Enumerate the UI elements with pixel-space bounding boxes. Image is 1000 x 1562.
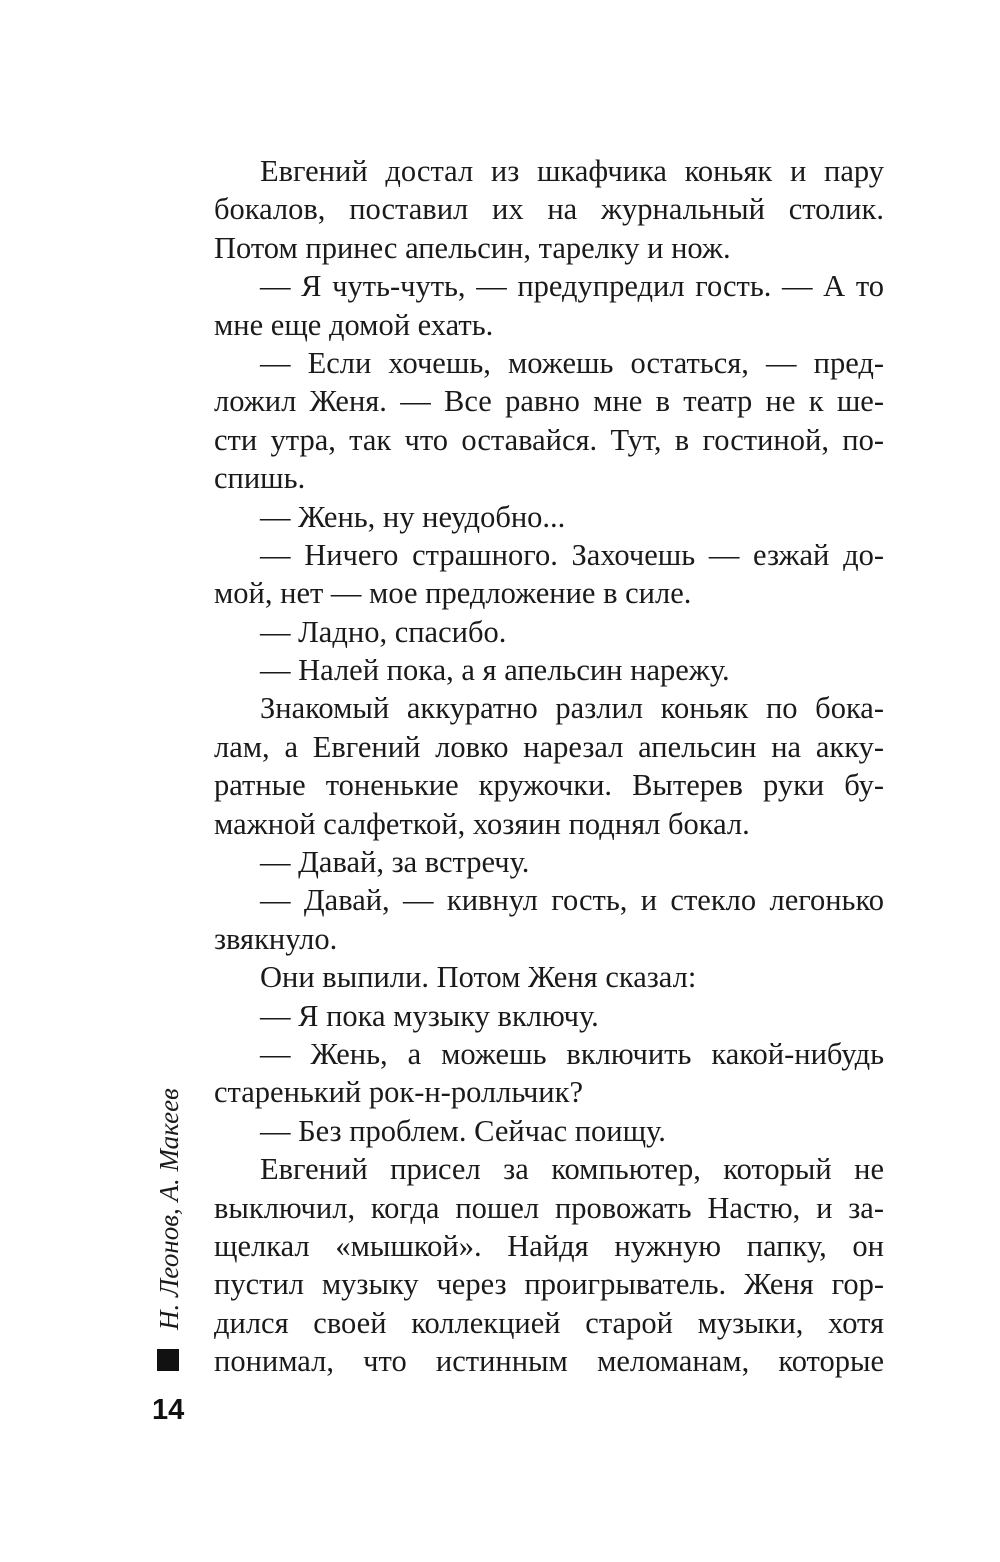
text-line: — Ладно, спасибо. xyxy=(260,614,507,649)
black-square-ornament xyxy=(157,1349,179,1371)
text-line: мажной салфеткой, хозяин поднял бокал. xyxy=(214,806,750,841)
text-line: щелкал «мышкой». Найдя нужную папку, он xyxy=(214,1228,884,1263)
text-line: пустил музыку через проигрыватель. Женя гор- xyxy=(214,1267,884,1302)
body-text xyxy=(214,152,884,1381)
text-line: ложил Женя. — Все равно мне в театр не к ше- xyxy=(214,384,884,419)
text-line: понимал, что истинным меломанам, которые xyxy=(214,1344,884,1379)
text-line: — Давай, за встречу. xyxy=(260,845,530,880)
text-line: — Я чуть-чуть, — предупредил гость. — А то xyxy=(260,269,884,304)
text-line: — Давай, — кивнул гость, и стекло легонько xyxy=(260,883,884,918)
page-number: 14 xyxy=(152,1394,185,1426)
text-line: дился своей коллекцией старой музыки, хотя xyxy=(214,1305,884,1340)
text-line: Евгений присел за компьютер, который не xyxy=(260,1152,884,1187)
text-line: лам, а Евгений ловко нарезал апельсин на акку- xyxy=(214,729,884,764)
text-line: бокалов, поставил их на журнальный столик. xyxy=(214,192,884,227)
text-line: спишь. xyxy=(214,461,306,496)
text-line: Они выпили. Потом Женя сказал: xyxy=(260,960,697,995)
running-head-author: Н. Леонов, А. Макеев xyxy=(154,1088,184,1330)
text-line: старенький рок-н-ролльчик? xyxy=(214,1075,583,1110)
text-line: Знакомый аккуратно разлил коньяк по бока- xyxy=(260,691,884,726)
text-line: мне еще домой ехать. xyxy=(214,307,494,342)
text-line: ратные тоненькие кружочки. Вытерев руки бу- xyxy=(214,768,884,803)
text-line: звякнуло. xyxy=(214,921,338,956)
text-line: выключил, когда пошел провожать Настю, и за- xyxy=(214,1190,884,1225)
text-line: — Я пока музыку включу. xyxy=(260,998,599,1033)
text-line: — Жень, ну неудобно... xyxy=(260,499,566,534)
text-line: мой, нет — мое предложение в силе. xyxy=(214,576,692,611)
text-line: сти утра, так что оставайся. Тут, в гостиной, по- xyxy=(214,422,884,457)
text-line: — Жень, а можешь включить какой-нибудь xyxy=(260,1036,884,1071)
text-line: Потом принес апельсин, тарелку и нож. xyxy=(214,230,731,265)
text-line: — Без проблем. Сейчас поищу. xyxy=(260,1113,666,1148)
text-line: — Ничего страшного. Захочешь — езжай до- xyxy=(260,537,884,572)
text-line: — Налей пока, а я апельсин нарежу. xyxy=(260,653,730,688)
text-line: Евгений достал из шкафчика коньяк и пару xyxy=(260,154,884,188)
text-line: — Если хочешь, можешь остаться, — пред- xyxy=(260,345,884,380)
